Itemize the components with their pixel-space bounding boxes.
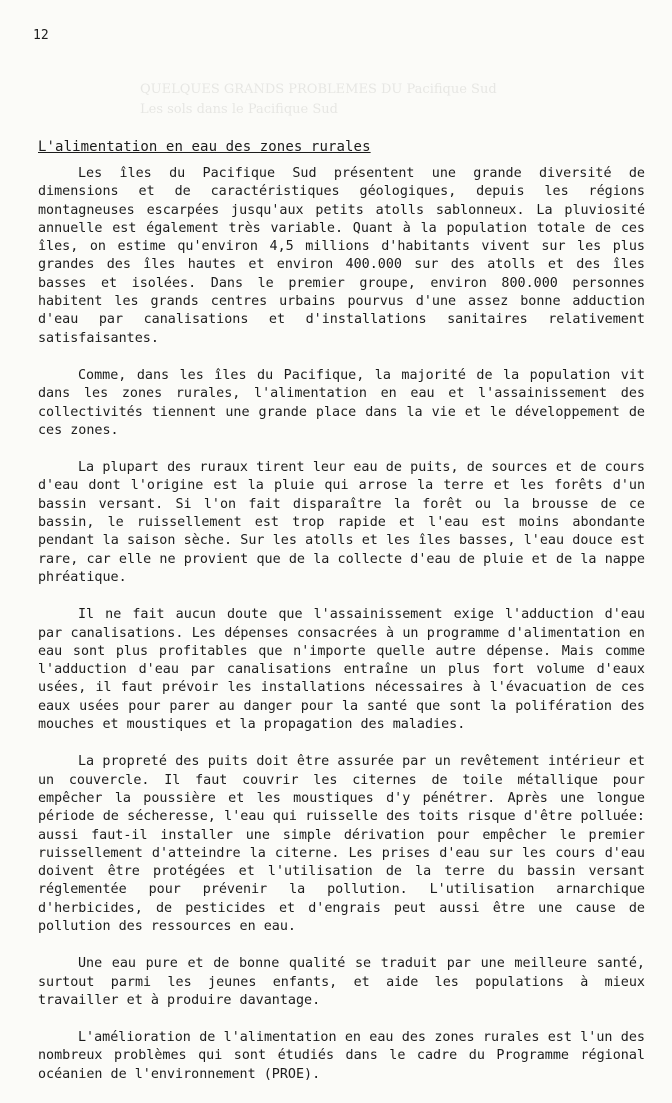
section-title: L'alimentation en eau des zones rurales xyxy=(38,139,371,155)
bleed-through-heading: QUELQUES GRANDS PROBLEMES DU Pacifique Sud xyxy=(140,82,497,97)
paragraph-6: Une eau pure et de bonne qualité se traduit par une meilleure santé, surtout parmi les jeunes enfants, et aide les populations à mieux travailler et à produire davantage. xyxy=(38,956,645,1008)
paragraph-7: L'amélioration de l'alimentation en eau des zones rurales est l'un des nombreux problèmes qui sont étudiés dans le cadre du Programme régional océanien de l'environnement (PROE). xyxy=(38,1030,645,1082)
paragraph-1: Les îles du Pacifique Sud présentent une grande diversité de dimensions et de caractéristiques géologiques, depuis les régions montagneuses escarpées jusqu'aux petits atolls sablonneux. La pluviosité annuelle est également très variable. Quant à la population totale de ces îles, on estime qu'environ 4,5 millions d'habitants vivent sur les plus grandes des îles hautes et environ 400.000 sur des atolls et des îles basses et isolées. Dans le premier groupe, environ 800.000 personnes habitent les grands centres urbains pourvus d'une assez bonne adduction d'eau par canalisations et d'installations sanitaires relativement satisfaisantes. xyxy=(38,166,645,346)
paragraph-2: Comme, dans les îles du Pacifique, la majorité de la population vit dans les zones rurales, l'alimentation en eau et l'assainissement des collectivités tiennent une grande place dans la vie et le développement de ces zones. xyxy=(38,367,645,438)
paragraph-3: La plupart des ruraux tirent leur eau de puits, de sources et de cours d'eau dont l'origine est la pluie qui arrose la terre et les forêts d'un bassin versant. Si l'on fait disparaître la forêt ou la brousse de ce bassin, le ruissellement est trop rapide et l'eau est moins abondante pendant la saison sèche. Sur les atolls et les îles basses, l'eau douce est rare, car elle ne provient que de la collecte d'eau de pluie et de la nappe phréatique. xyxy=(38,460,645,585)
page-number: 12 xyxy=(33,28,49,43)
paragraph-5: La propreté des puits doit être assurée par un revêtement intérieur et un couvercle. Il faut couvrir les citernes de toile métallique pour empêcher la poussière et les moustiques d'y pénétrer. Après une longue période de sécheresse, l'eau qui ruisselle des toits risque d'être polluée: aussi faut-il installer une simple dérivation pour empêcher le premier ruissellement d'atteindre la citerne. Les prises d'eau sur les cours d'eau doivent être protégées et l'utilisation de la terre du bassin versant réglementée pour prévenir la pollution. L'utilisation arnarchique d'herbicides, de pesticides et d'engrais peut aussi être une cause de pollution des ressources en eau. xyxy=(38,754,645,934)
bleed-through-subheading: Les sols dans le Pacifique Sud xyxy=(140,102,338,117)
document-body xyxy=(38,139,645,1103)
paragraph-4: Il ne fait aucun doute que l'assainissement exige l'adduction d'eau par canalisations. Les dépenses consacrées à un programme d'alimentation en eau sont plus profitables que n'importe quelle autre dépense. Mais comme l'adduction d'eau par canalisations entraîne un plus fort volume d'eaux usées, il faut prévoir les installations nécessaires à l'évacuation de ces eaux usées pour parer au danger pour la santé que sont la polifération des mouches et moustiques et la propagation des maladies. xyxy=(38,607,645,733)
bleed-through-text xyxy=(140,80,640,120)
